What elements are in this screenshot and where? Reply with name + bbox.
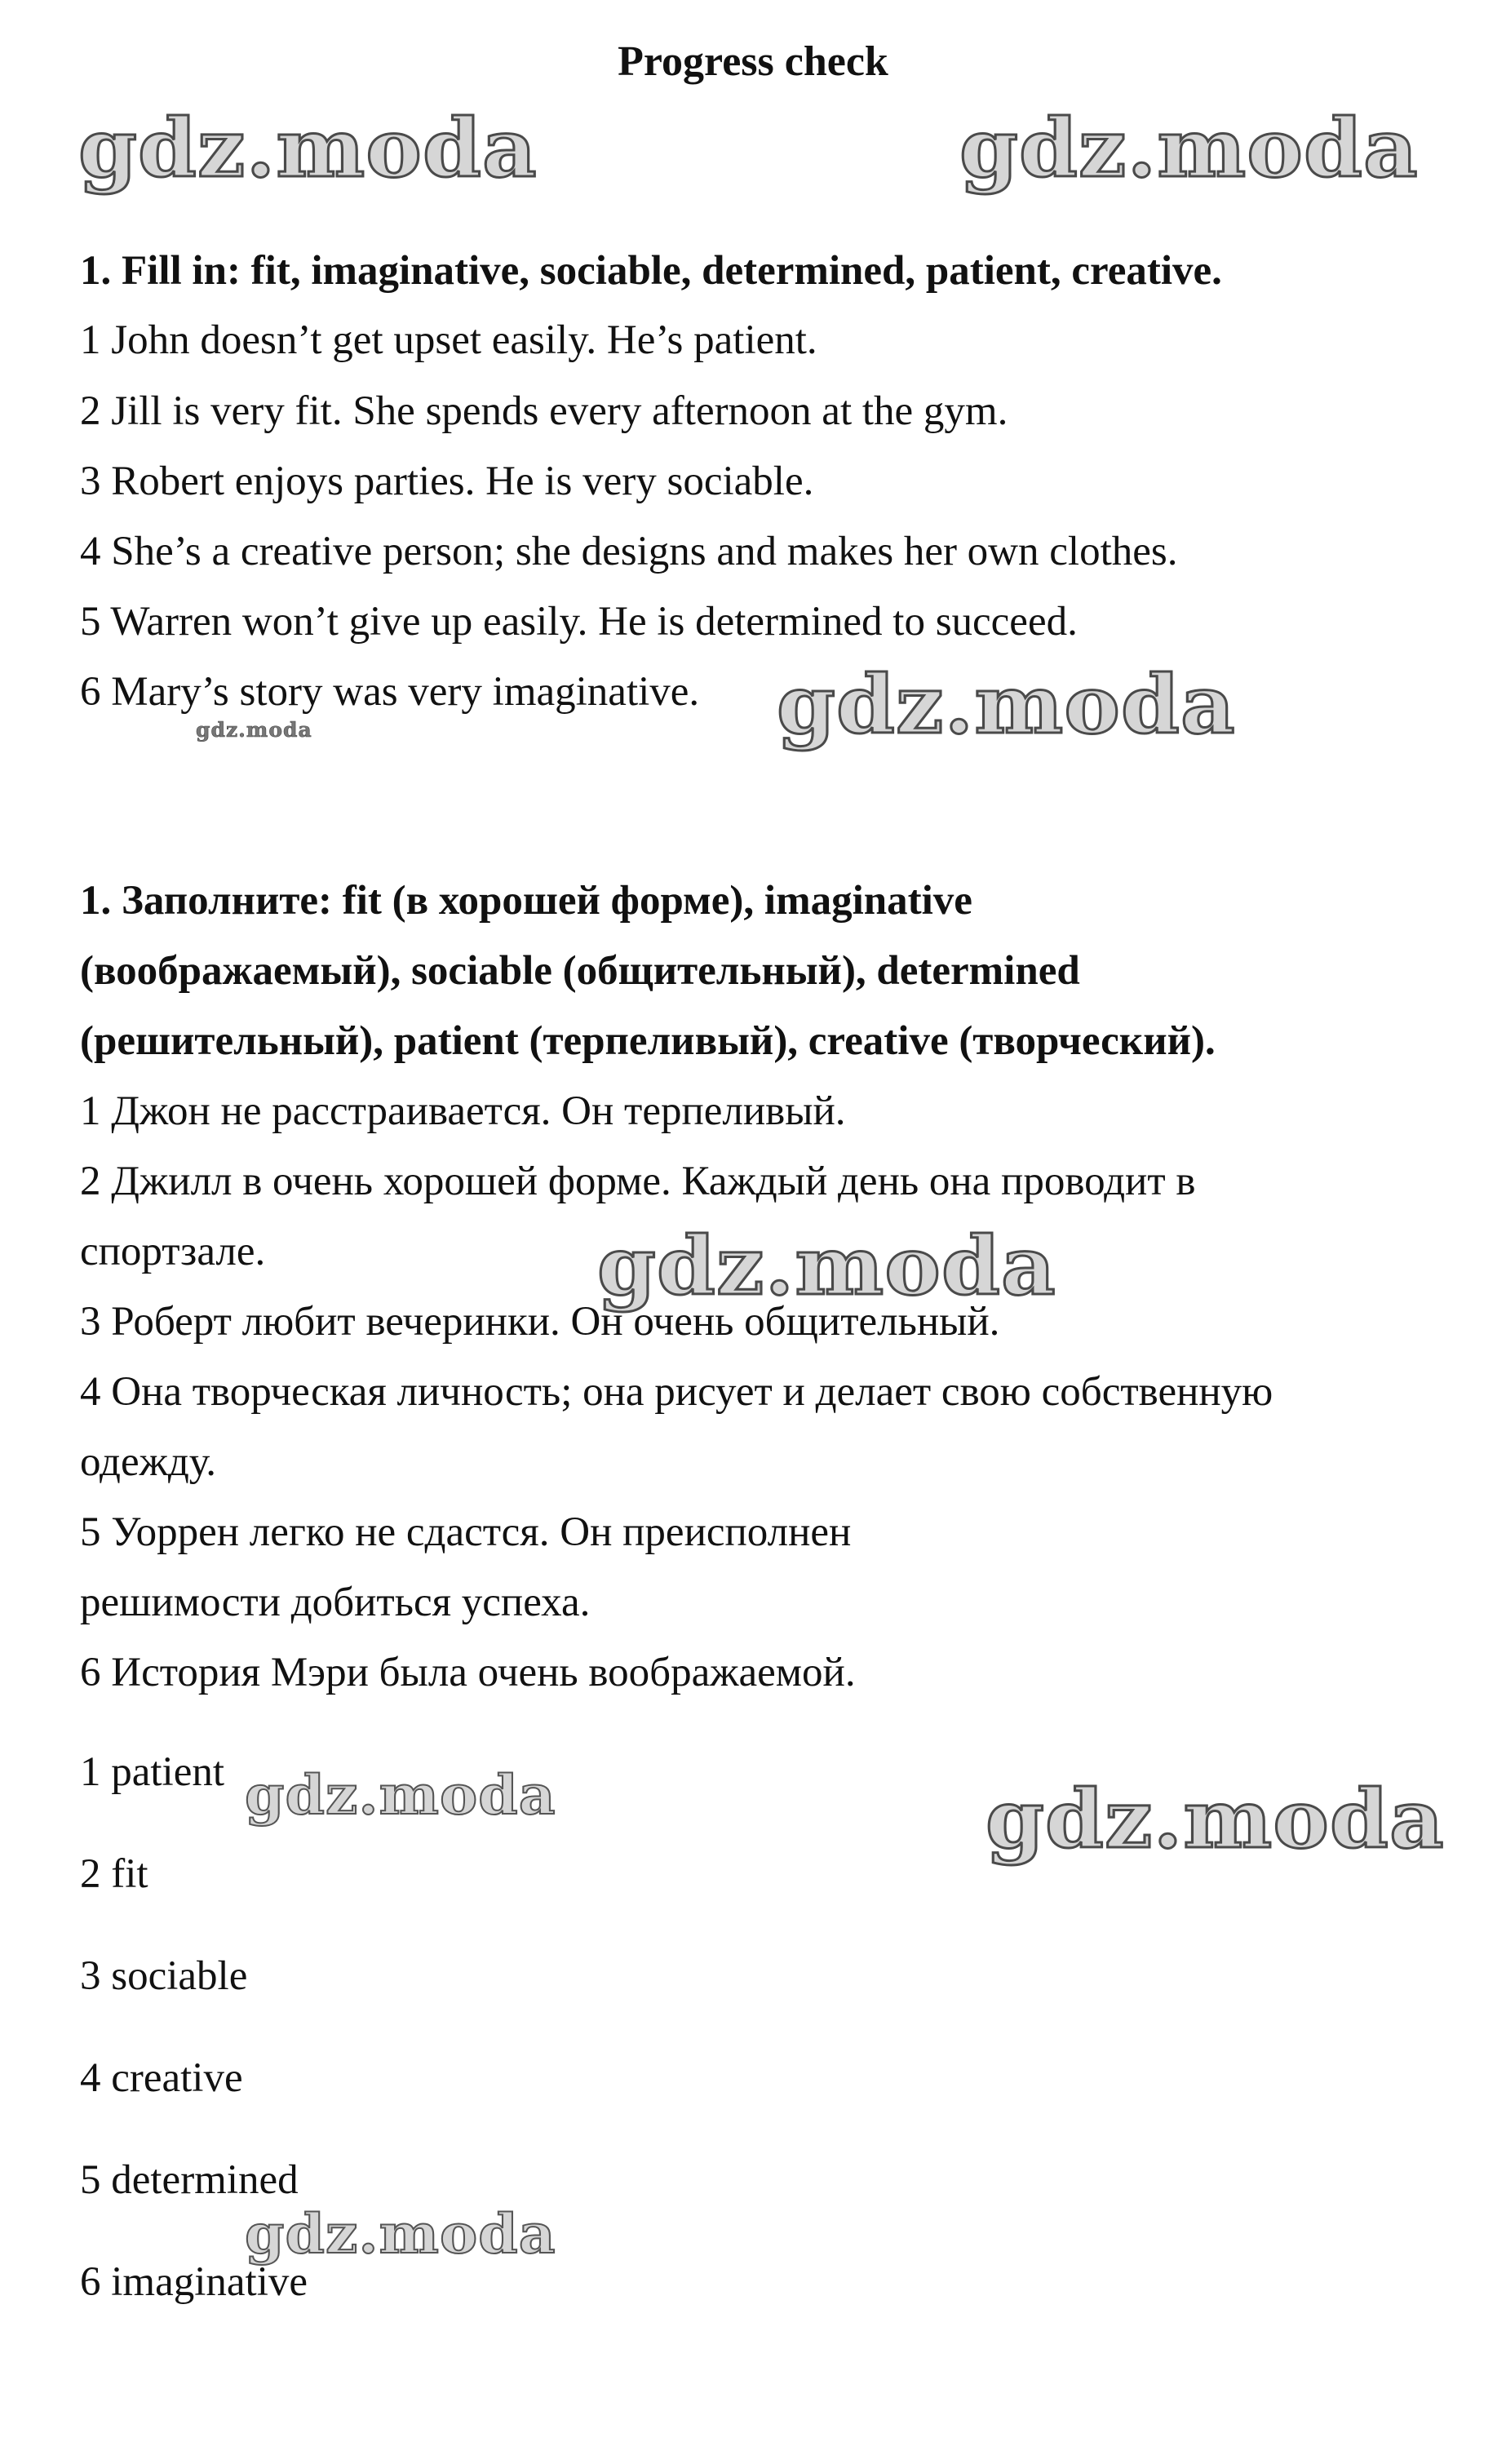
- exercise-ru-sentence-6: 6 История Мэри была очень воображаемой.: [80, 1650, 856, 1695]
- exercise-ru-sentence-2: 2 Джилл в очень хорошей форме. Каждый день она проводит в: [80, 1159, 1196, 1204]
- watermark-middle: gdz.moda: [777, 658, 1236, 752]
- exercise-ru-heading-line-2: (воображаемый), sociable (общительный), determined: [80, 948, 1080, 994]
- answer-1: 1 patient: [80, 1749, 225, 1795]
- answer-3: 3 sociable: [80, 1953, 248, 1999]
- exercise-en-sentence-1: 1 John doesn’t get upset easily. He’s patient.: [80, 317, 817, 363]
- exercise-ru-sentence-2-cont: спортзале.: [80, 1229, 266, 1274]
- exercise-ru-sentence-5: 5 Уоррен легко не сдастся. Он преисполнен: [80, 1509, 852, 1555]
- answer-6: 6 imaginative: [80, 2259, 308, 2305]
- exercise-ru-heading-line-3: (решительный), patient (терпеливый), creative (творческий).: [80, 1018, 1216, 1064]
- watermark-answers-right: gdz.moda: [986, 1773, 1445, 1867]
- page-title: Progress check: [618, 38, 888, 85]
- exercise-ru-heading-line-1: 1. Заполните: fit (в хорошей форме), imaginative: [80, 878, 972, 924]
- exercise-ru-sentence-3: 3 Роберт любит вечеринки. Он очень общительный.: [80, 1299, 1000, 1345]
- exercise-ru-sentence-4: 4 Она творческая личность; она рисует и делает свою собственную: [80, 1369, 1273, 1415]
- watermark-russian-section: gdz.moda: [597, 1220, 1056, 1314]
- exercise-ru-sentence-1: 1 Джон не расстраивается. Он терпеливый.: [80, 1088, 846, 1134]
- watermark-top-right: gdz.moda: [959, 102, 1419, 196]
- answer-5: 5 determined: [80, 2157, 299, 2203]
- exercise-en-sentence-4: 4 She’s a creative person; she designs and makes her own clothes.: [80, 529, 1178, 574]
- answer-4: 4 creative: [80, 2055, 243, 2101]
- watermark-top-left: gdz.moda: [78, 102, 538, 196]
- exercise-en-sentence-5: 5 Warren won’t give up easily. He is determined to succeed.: [80, 599, 1078, 645]
- exercise-en-sentence-2: 2 Jill is very fit. She spends every afternoon at the gym.: [80, 388, 1008, 434]
- exercise-en-sentence-3: 3 Robert enjoys parties. He is very sociable.: [80, 459, 814, 504]
- exercise-en-sentence-6: 6 Mary’s story was very imaginative.: [80, 669, 700, 715]
- exercise-ru-sentence-4-cont: одежду.: [80, 1439, 216, 1485]
- exercise-en-heading: 1. Fill in: fit, imaginative, sociable, determined, patient, creative.: [80, 248, 1222, 294]
- watermark-small: gdz.moda: [196, 718, 312, 742]
- exercise-ru-sentence-5-cont: решимости добиться успеха.: [80, 1580, 591, 1625]
- watermark-answer-5: gdz.moda: [245, 2202, 556, 2266]
- answer-2: 2 fit: [80, 1851, 148, 1897]
- watermark-answer-1: gdz.moda: [245, 1763, 556, 1827]
